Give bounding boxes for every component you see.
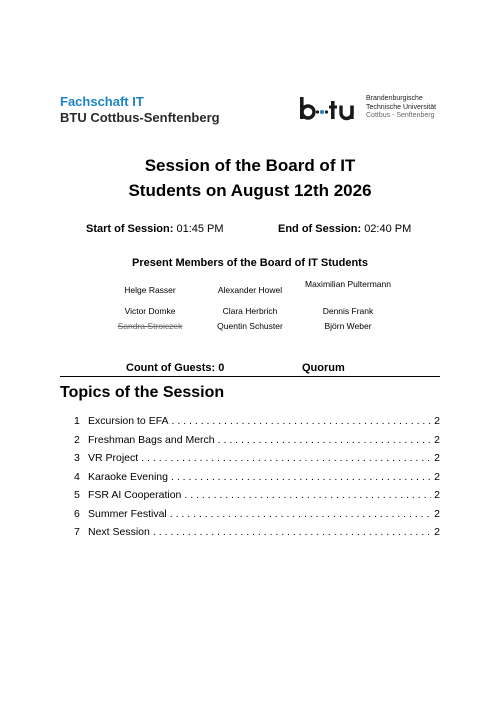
members-heading: Present Members of the Board of IT Students <box>132 257 368 269</box>
toc-leader-dots <box>184 489 431 501</box>
toc-number: 4 <box>74 470 80 483</box>
organization-name: Fachschaft IT <box>60 94 144 109</box>
member-name: Alexander Howel <box>217 285 283 295</box>
member-name: Quentin Schuster <box>217 321 283 331</box>
toc-number: 1 <box>74 415 80 427</box>
toc-label: VR Project <box>88 452 139 464</box>
topics-heading: Topics of the Session <box>60 384 225 401</box>
toc-number: 7 <box>74 526 80 538</box>
toc-leader-dots <box>170 508 431 520</box>
toc-page-number: 2 <box>434 415 440 427</box>
toc-page-number: 2 <box>434 507 440 520</box>
toc-leader-dots <box>141 452 431 464</box>
guest-count: Count of Guests: 0 <box>126 362 225 374</box>
logo-wordmark <box>366 95 436 121</box>
toc-leader-dots <box>172 415 432 427</box>
toc-label: Summer Festival <box>88 507 167 520</box>
member-name: Victor Domke <box>124 306 176 316</box>
toc-number: 5 <box>74 489 80 501</box>
toc-entry[interactable] <box>74 452 440 471</box>
logo-text-line1: Brandenburgische <box>366 95 423 102</box>
member-name-absent: Sandra Stroiczek <box>117 321 183 331</box>
toc-label: Karaoke Evening <box>88 470 168 483</box>
toc-entry[interactable] <box>74 489 440 508</box>
toc-entry[interactable] <box>74 415 440 434</box>
title-line2: Students on August 12th 2026 <box>128 181 372 200</box>
member-name: Clara Herbrich <box>222 306 278 316</box>
toc-page-number: 2 <box>434 489 440 501</box>
member-name: Helge Rasser <box>124 285 176 295</box>
toc-number: 2 <box>74 433 80 446</box>
session-start <box>86 223 224 235</box>
toc-page-number: 2 <box>434 470 440 483</box>
toc-page-number: 2 <box>434 526 440 538</box>
toc-entry[interactable] <box>74 508 440 527</box>
btu-logo <box>298 95 448 123</box>
member-name: Dennis Frank <box>322 306 374 316</box>
toc-label: Excursion to EFA <box>88 415 169 427</box>
toc-number: 6 <box>74 507 80 520</box>
university-name: BTU Cottbus-Senftenberg <box>60 110 220 125</box>
session-start-label: Start of Session: <box>86 223 174 235</box>
logo-text-line3: Cottbus - Senftenberg <box>366 112 435 119</box>
quorum-label: Quorum <box>302 362 345 374</box>
document-title <box>0 153 500 203</box>
toc-number: 3 <box>74 452 80 464</box>
toc-entry[interactable] <box>74 526 440 545</box>
section-divider <box>60 376 440 377</box>
title-line1: Session of the Board of IT <box>144 156 356 175</box>
toc-leader-dots <box>171 471 431 483</box>
toc-leader-dots <box>218 434 432 446</box>
session-end-label: End of Session: <box>278 223 362 235</box>
toc-entry[interactable] <box>74 434 440 453</box>
member-name: Maximilian Pultermann <box>305 279 391 289</box>
toc-page-number: 2 <box>434 433 440 446</box>
organization-header <box>60 94 220 126</box>
btu-logo-mark <box>298 95 362 123</box>
toc-entry[interactable] <box>74 471 440 490</box>
toc-label: FSR AI Cooperation <box>88 489 182 501</box>
logo-text-line2: Technische Universität <box>366 103 437 111</box>
table-of-contents <box>74 415 440 545</box>
toc-label: Freshman Bags and Merch <box>88 433 215 446</box>
toc-page-number: 2 <box>434 452 440 464</box>
session-end <box>278 223 411 235</box>
toc-label: Next Session <box>88 526 150 538</box>
session-end-value: 02:40 PM <box>364 223 412 235</box>
member-name: Björn Weber <box>324 321 372 331</box>
session-start-value: 01:45 PM <box>176 223 224 235</box>
toc-leader-dots <box>153 526 431 538</box>
